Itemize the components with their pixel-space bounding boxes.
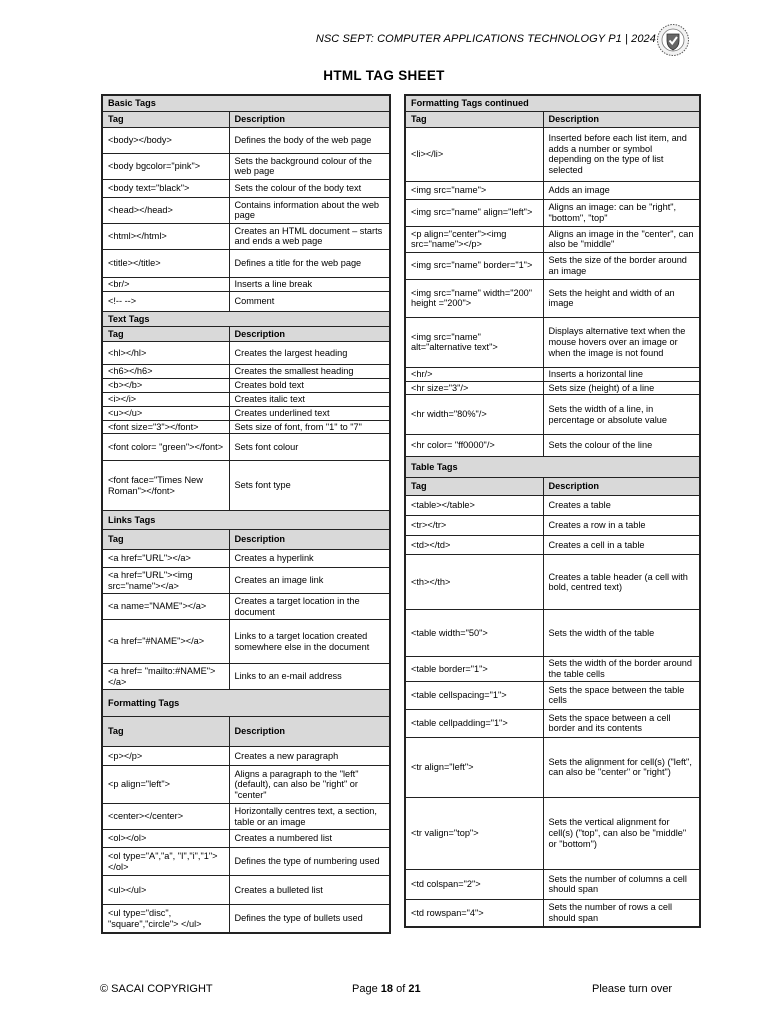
tag-cell: <td rowspan="4"> [405, 899, 543, 927]
tag-cell: <p></p> [102, 747, 229, 766]
table-row [405, 199, 700, 226]
section-title-row [102, 690, 390, 717]
column-header-description: Description [543, 478, 700, 496]
column-header-tag: Tag [102, 327, 229, 342]
tag-cell: <h6></h6> [102, 365, 229, 379]
table-row [102, 420, 390, 434]
description-cell: Sets font colour [229, 434, 390, 461]
table-row [405, 555, 700, 610]
table-row [102, 434, 390, 461]
tag-cell: <a href="URL"><img src="name"></a> [102, 568, 229, 594]
tag-cell: <u></u> [102, 406, 229, 420]
page-current: 18 [380, 983, 394, 995]
footer-copyright: © SACAI COPYRIGHT [100, 983, 213, 995]
table-row [102, 223, 390, 249]
description-cell: Sets the vertical alignment for cell(s) ("top", can also be "middle" or "bottom") [543, 797, 700, 869]
tag-cell: <img src="name" alt="alternative text"> [405, 317, 543, 367]
description-cell: Sets font type [229, 461, 390, 511]
table-row [102, 664, 390, 690]
page-word: Page [352, 983, 378, 995]
tag-cell: <hr color= "ff0000"/> [405, 435, 543, 457]
tag-cell: <table cellpadding="1"> [405, 709, 543, 737]
description-cell: Sets the colour of the body text [229, 179, 390, 197]
description-cell: Sets the width of a line, in percentage or absolute value [543, 395, 700, 435]
tag-cell: <!-- --> [102, 291, 229, 311]
footer-page-number [352, 983, 421, 995]
description-cell: Comment [229, 291, 390, 311]
column-header-description: Description [543, 111, 700, 127]
description-cell: Defines a title for the web page [229, 249, 390, 277]
description-cell: Creates a target location in the document [229, 594, 390, 620]
tag-cell: <table width="50"> [405, 610, 543, 657]
table-row [102, 568, 390, 594]
page-total: 21 [408, 983, 421, 995]
table-row [102, 277, 390, 291]
description-cell: Aligns an image in the "center", can also be "middle" [543, 226, 700, 252]
description-cell: Inserted before each list item, and adds a number or symbol depending on the type of list selected [543, 127, 700, 181]
column-header-tag: Tag [102, 530, 229, 550]
tag-cell: <li></li> [405, 127, 543, 181]
column-header-tag: Tag [405, 111, 543, 127]
table-row [405, 226, 700, 252]
table-row [102, 406, 390, 420]
description-cell: Creates an image link [229, 568, 390, 594]
description-cell: Links to a target location created somewhere else in the document [229, 620, 390, 664]
table-row [102, 461, 390, 511]
table-row [102, 291, 390, 311]
tag-cell: <head></head> [102, 197, 229, 223]
description-cell: Adds an image [543, 181, 700, 199]
tag-cell: <ol></ol> [102, 830, 229, 848]
column-header-description: Description [229, 530, 390, 550]
tag-cell: <hr width="80%"/> [405, 395, 543, 435]
tag-cell: <body></body> [102, 127, 229, 153]
table-row [102, 830, 390, 848]
tag-cell: <img src="name" width="200" height ="200"> [405, 279, 543, 317]
description-cell: Sets the number of rows a cell should span [543, 899, 700, 927]
section-title-row [405, 457, 700, 478]
tag-cell: <ul></ul> [102, 876, 229, 905]
description-cell: Sets the space between the table cells [543, 681, 700, 709]
column-header-tag: Tag [102, 111, 229, 127]
tag-cell: <ul type="disc", "square","circle"> </ul> [102, 905, 229, 933]
tag-cell: <a href="URL"></a> [102, 550, 229, 568]
tag-cell: <a name="NAME"></a> [102, 594, 229, 620]
description-cell: Sets the width of the border around the table cells [543, 657, 700, 682]
section-title: Basic Tags [102, 95, 390, 111]
description-cell: Creates a new paragraph [229, 747, 390, 766]
tag-cell: <table border="1"> [405, 657, 543, 682]
table-row [405, 381, 700, 395]
table-row [405, 516, 700, 536]
description-cell: Displays alternative text when the mouse hovers over an image or when the image is not found [543, 317, 700, 367]
table-row [102, 379, 390, 393]
tag-cell: <img src="name"> [405, 181, 543, 199]
tag-cell: <td colspan="2"> [405, 869, 543, 899]
tag-cell: <table></table> [405, 496, 543, 516]
table-row [102, 804, 390, 830]
column-header-row [102, 717, 390, 747]
tag-cell: <hr size="3"/> [405, 381, 543, 395]
right-tag-table [404, 94, 701, 928]
table-row [102, 392, 390, 406]
description-cell: Horizontally centres text, a section, table or an image [229, 804, 390, 830]
section-title-row [102, 95, 390, 111]
table-row [102, 179, 390, 197]
tag-cell: <tr></tr> [405, 516, 543, 536]
table-row [102, 153, 390, 179]
description-cell: Sets the number of columns a cell should span [543, 869, 700, 899]
table-row [102, 197, 390, 223]
description-cell: Contains information about the web page [229, 197, 390, 223]
table-row [405, 496, 700, 516]
table-row [405, 435, 700, 457]
tag-cell: <p align="left"> [102, 766, 229, 804]
section-title: Formatting Tags continued [405, 95, 700, 111]
tag-cell: <body bgcolor="pink"> [102, 153, 229, 179]
table-row [405, 657, 700, 682]
coat-of-arms-icon [656, 23, 690, 57]
table-row [102, 127, 390, 153]
running-head: NSC SEPT: COMPUTER APPLICATIONS TECHNOLOGY P1 | 2024 [315, 33, 656, 45]
description-cell: Creates italic text [229, 392, 390, 406]
tag-cell: <img src="name" border="1"> [405, 252, 543, 279]
tag-cell: <table cellspacing="1"> [405, 681, 543, 709]
footer-turn-over: Please turn over [592, 983, 673, 995]
description-cell: Sets the size of the border around an image [543, 252, 700, 279]
description-cell: Creates a hyperlink [229, 550, 390, 568]
column-header-description: Description [229, 717, 390, 747]
tag-cell: <html></html> [102, 223, 229, 249]
tag-cell: <font face="Times New Roman"></font> [102, 461, 229, 511]
description-cell: Creates the largest heading [229, 342, 390, 365]
column-header-description: Description [229, 111, 390, 127]
section-title: Text Tags [102, 311, 390, 327]
table-row [102, 249, 390, 277]
description-cell: Aligns a paragraph to the "left" (default), can also be "right" or "center" [229, 766, 390, 804]
description-cell: Creates the smallest heading [229, 365, 390, 379]
description-cell: Creates a row in a table [543, 516, 700, 536]
description-cell: Creates a cell in a table [543, 536, 700, 555]
table-row [102, 747, 390, 766]
tag-cell: <tr valign="top"> [405, 797, 543, 869]
column-header-tag: Tag [405, 478, 543, 496]
column-header-description: Description [229, 327, 390, 342]
tag-cell: <br/> [102, 277, 229, 291]
description-cell: Sets the background colour of the web page [229, 153, 390, 179]
description-cell: Inserts a line break [229, 277, 390, 291]
description-cell: Aligns an image: can be "right", "bottom", "top" [543, 199, 700, 226]
table-row [405, 127, 700, 181]
description-cell: Sets the space between a cell border and its contents [543, 709, 700, 737]
table-row [102, 766, 390, 804]
description-cell: Sets size of font, from "1" to "7" [229, 420, 390, 434]
description-cell: Creates a table header (a cell with bold, centred text) [543, 555, 700, 610]
description-cell: Defines the type of bullets used [229, 905, 390, 933]
description-cell: Creates underlined text [229, 406, 390, 420]
table-row [405, 367, 700, 381]
tag-cell: <hl></hl> [102, 342, 229, 365]
section-title-row [102, 511, 390, 530]
tag-cell: <tr align="left"> [405, 737, 543, 797]
table-row [405, 395, 700, 435]
table-row [405, 279, 700, 317]
column-header-row [102, 530, 390, 550]
column-header-row [405, 111, 700, 127]
table-row [102, 848, 390, 876]
tag-cell: <font color= "green"></font> [102, 434, 229, 461]
table-row [102, 365, 390, 379]
description-cell: Sets size (height) of a line [543, 381, 700, 395]
section-title: Formatting Tags [102, 690, 390, 717]
column-header-row [405, 478, 700, 496]
description-cell: Creates an HTML document – starts and ends a web page [229, 223, 390, 249]
table-row [405, 869, 700, 899]
table-row [102, 550, 390, 568]
table-row [102, 342, 390, 365]
description-cell: Sets the colour of the line [543, 435, 700, 457]
tag-cell: <font size="3"></font> [102, 420, 229, 434]
description-cell: Creates a numbered list [229, 830, 390, 848]
description-cell: Inserts a horizontal line [543, 367, 700, 381]
tag-cell: <td></td> [405, 536, 543, 555]
table-row [102, 905, 390, 933]
description-cell: Links to an e-mail address [229, 664, 390, 690]
section-title: Links Tags [102, 511, 390, 530]
tag-cell: <ol type="A","a", "I","i","1"></ol> [102, 848, 229, 876]
description-cell: Sets the width of the table [543, 610, 700, 657]
page-title: HTML TAG SHEET [323, 68, 445, 83]
column-header-row [102, 327, 390, 342]
table-row [405, 317, 700, 367]
description-cell: Defines the type of numbering used [229, 848, 390, 876]
table-row [405, 536, 700, 555]
tag-cell: <p align="center"><img src="name"></p> [405, 226, 543, 252]
table-row [102, 594, 390, 620]
description-cell: Defines the body of the web page [229, 127, 390, 153]
page-of: of [396, 983, 406, 995]
tag-cell: <a href="#NAME"></a> [102, 620, 229, 664]
description-cell: Creates a table [543, 496, 700, 516]
description-cell: Creates bold text [229, 379, 390, 393]
tag-cell: <a href= "mailto:#NAME"></a> [102, 664, 229, 690]
description-cell: Creates a bulleted list [229, 876, 390, 905]
tag-cell: <title></title> [102, 249, 229, 277]
tag-cell: <body text="black"> [102, 179, 229, 197]
table-row [102, 876, 390, 905]
table-row [102, 620, 390, 664]
table-row [405, 709, 700, 737]
tag-cell: <th></th> [405, 555, 543, 610]
column-header-row [102, 111, 390, 127]
tag-cell: <img src="name" align="left"> [405, 199, 543, 226]
tag-cell: <i></i> [102, 392, 229, 406]
section-title-row [405, 95, 700, 111]
column-header-tag: Tag [102, 717, 229, 747]
description-cell: Sets the alignment for cell(s) ("left", can also be "center" or "right") [543, 737, 700, 797]
table-row [405, 181, 700, 199]
section-title-row [102, 311, 390, 327]
section-title: Table Tags [405, 457, 700, 478]
table-row [405, 252, 700, 279]
table-row [405, 610, 700, 657]
tag-cell: <center></center> [102, 804, 229, 830]
table-row [405, 737, 700, 797]
table-row [405, 899, 700, 927]
left-tag-table [101, 94, 391, 934]
table-row [405, 681, 700, 709]
table-row [405, 797, 700, 869]
tag-cell: <hr/> [405, 367, 543, 381]
tag-cell: <b></b> [102, 379, 229, 393]
description-cell: Sets the height and width of an image [543, 279, 700, 317]
